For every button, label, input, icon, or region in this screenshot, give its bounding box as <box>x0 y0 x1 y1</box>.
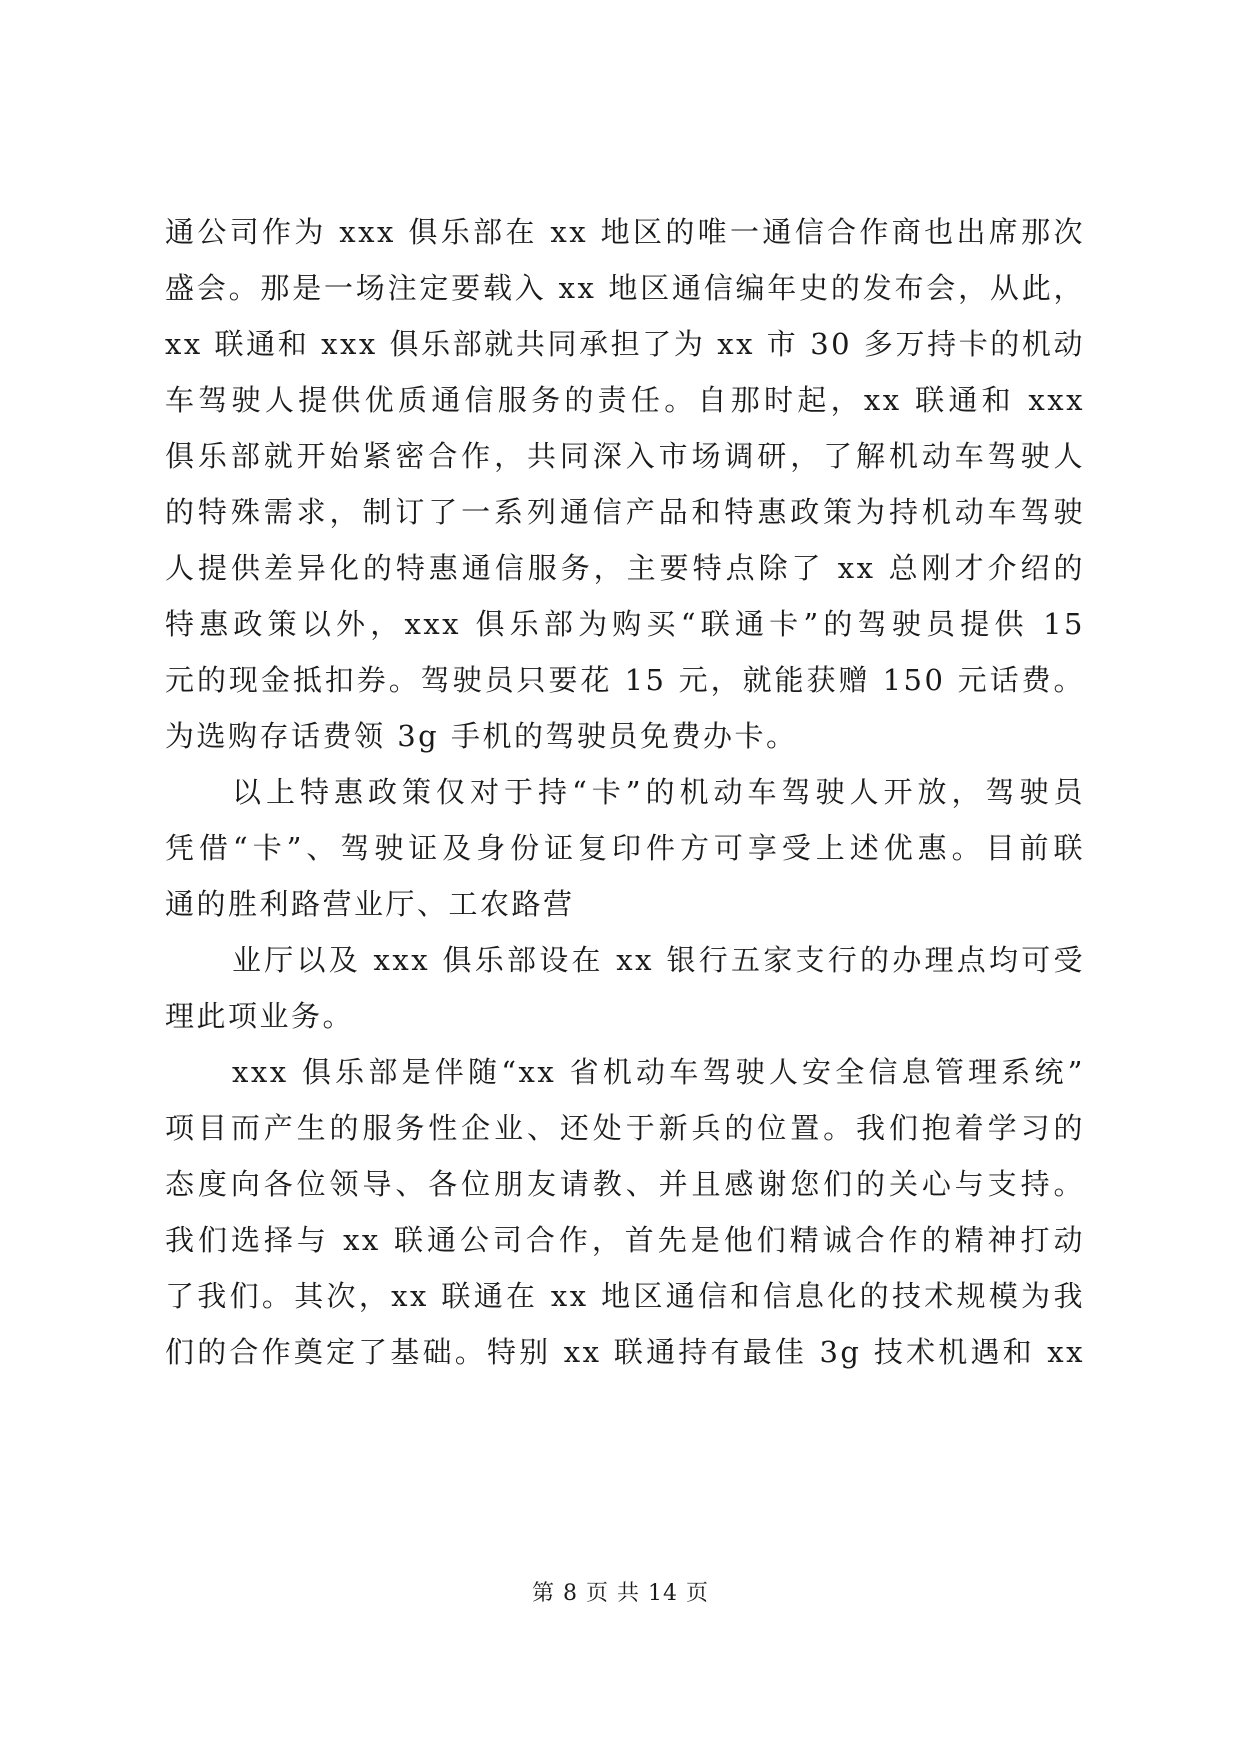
page-footer: 第 8 页 共 14 页 <box>532 1581 709 1606</box>
body-text-line: 盛会。那是一场注定要载入 xx 地区通信编年史的发布会，从此， <box>165 271 1085 305</box>
body-text-line: xx 联通和 xxx 俱乐部就共同承担了为 xx 市 30 多万持卡的机动 <box>165 327 1085 361</box>
body-text-line: 人提供差异化的特惠通信服务，主要特点除了 xx 总刚才介绍的 <box>165 551 1085 585</box>
body-text-line: 的特殊需求，制订了一系列通信产品和特惠政策为持机动车驾驶 <box>165 495 1085 529</box>
body-text-line: 我们选择与 xx 联通公司合作，首先是他们精诚合作的精神打动 <box>165 1223 1085 1257</box>
body-text-line: 项目而产生的服务性企业、还处于新兵的位置。我们抱着学习的 <box>165 1111 1085 1145</box>
body-text-line: 通公司作为 xxx 俱乐部在 xx 地区的唯一通信合作商也出席那次 <box>165 215 1085 249</box>
body-text-line: 凭借“卡”、驾驶证及身份证复印件方可享受上述优惠。目前联 <box>165 831 1085 865</box>
body-text-line: 特惠政策以外，xxx 俱乐部为购买“联通卡”的驾驶员提供 15 <box>165 607 1085 641</box>
paragraph-first-line: 以上特惠政策仅对于持“卡”的机动车驾驶人开放，驾驶员 <box>232 775 1085 809</box>
body-text-line: 为选购存话费领 3g 手机的驾驶员免费办卡。 <box>165 719 798 753</box>
body-text-line: 元的现金抵扣券。驾驶员只要花 15 元，就能获赠 150 元话费。 <box>165 663 1085 697</box>
body-text-line: 俱乐部就开始紧密合作，共同深入市场调研，了解机动车驾驶人 <box>165 439 1085 473</box>
body-text-line: 态度向各位领导、各位朋友请教、并且感谢您们的关心与支持。 <box>165 1167 1085 1201</box>
body-text-line: 通的胜利路营业厅、工农路营 <box>165 887 575 921</box>
body-text-line: 们的合作奠定了基础。特别 xx 联通持有最佳 3g 技术机遇和 xx <box>165 1335 1085 1369</box>
paragraph-first-line: 业厅以及 xxx 俱乐部设在 xx 银行五家支行的办理点均可受 <box>232 943 1085 977</box>
paragraph-first-line: xxx 俱乐部是伴随“xx 省机动车驾驶人安全信息管理系统” <box>232 1055 1085 1089</box>
body-text-line: 理此项业务。 <box>165 999 355 1033</box>
body-text-line: 车驾驶人提供优质通信服务的责任。自那时起，xx 联通和 xxx <box>165 383 1085 417</box>
body-text-line: 了我们。其次，xx 联通在 xx 地区通信和信息化的技术规模为我 <box>165 1279 1085 1313</box>
